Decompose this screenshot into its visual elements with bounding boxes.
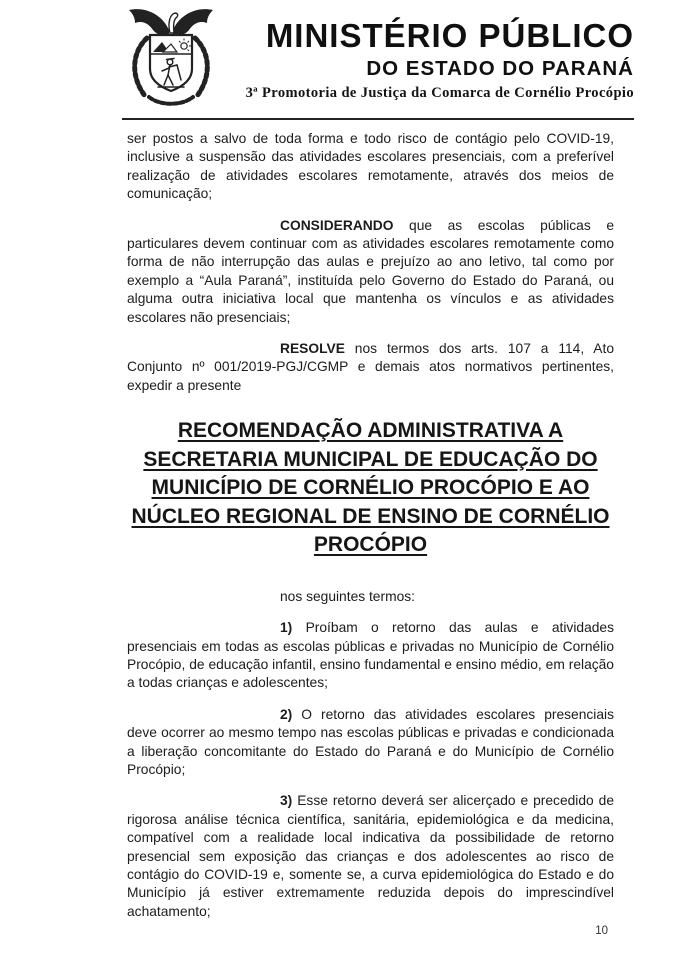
parana-coat-of-arms-icon — [122, 4, 220, 114]
item-text: O retorno das atividades escolares presenciais deve ocorrer ao mesmo tempo nas escolas públicas e privadas e condicionada a liberação concomitante do Estado do Paraná e do Município de Cornélio Procópio; — [127, 706, 614, 778]
org-subtitle: DO ESTADO DO PARANÁ — [366, 57, 634, 80]
lead-word: RESOLVE — [280, 341, 345, 357]
paragraph-continuation — [127, 130, 614, 204]
org-unit: 3ª Promotoria de Justiça da Comarca de Cornélio Procópio — [245, 85, 634, 101]
item-1 — [127, 619, 614, 693]
terms-intro — [127, 588, 614, 606]
paragraph-text: nos termos dos arts. 107 a 114, Ato Conjunto nº 001/2019-PGJ/CGMP e demais atos normativos pertinentes, expedir a presente — [127, 341, 614, 393]
item-text: Proíbam o retorno das aulas e atividades presenciais em todas as escolas públicas e privadas no Município de Cornélio Procópio, de educação infantil, ensino fundamental e ensino médio, em relação a todas crianças e adolescentes; — [127, 620, 614, 691]
item-number: 1) — [280, 620, 293, 636]
item-number: 3) — [280, 793, 293, 809]
page-number: 10 — [595, 925, 608, 937]
letterhead-text — [220, 4, 634, 102]
item-2 — [127, 706, 614, 780]
document-body — [127, 130, 614, 934]
item-3 — [127, 792, 614, 921]
lead-word: CONSIDERANDO — [280, 217, 394, 233]
item-text: Esse retorno deverá ser alicerçado e precedido de rigorosa análise técnica científica, sanitária, epidemiológica e da medicina, compatível com a realidade local indicativa da possibilidade de retorno presencial sem exposição das crianças e dos adolescentes ao risco de contágio do COVID-19 e, somente se, a curva epidemiológica do Estado e do Município já estiver extremamente reduzida depois do imprescindível achatamento; — [127, 793, 614, 919]
document-title: RECOMENDAÇÃO ADMINISTRATIVA A SECRETARIA MUNICIPAL DE EDUCAÇÃO DO MUNICÍPIO DE CORNÉLIO PROCÓPIO E AO NÚCLEO REGIONAL DE ENSINO DE CORNÉLIO PROCÓPIO — [131, 419, 610, 557]
item-number: 2) — [280, 706, 293, 722]
letterhead — [122, 4, 634, 114]
paragraph-resolve — [127, 340, 614, 395]
header-divider — [122, 118, 634, 120]
paragraph-text: que as escolas públicas e particulares devem continuar com as atividades escolares remotamente como forma de não interrupção das aulas e prejuízo ao ano letivo, tal como por exemplo a “Aula Paraná”, instituída pelo Governo do Estado do Paraná, ou alguma outra iniciativa local que mantenha os vínculos e as atividades escolares não presenciais; — [127, 217, 614, 325]
paragraph-considerando — [127, 217, 614, 327]
terms-intro-text: nos seguintes termos: — [280, 588, 415, 604]
paragraph-text: ser postos a salvo de toda forma e todo risco de contágio pelo COVID-19, inclusive a suspensão das atividades escolares presenciais, com a preferível realização de atividades escolares remotamente, através dos meios de comunicação; — [127, 131, 614, 202]
org-name: MINISTÉRIO PÚBLICO — [265, 17, 634, 54]
